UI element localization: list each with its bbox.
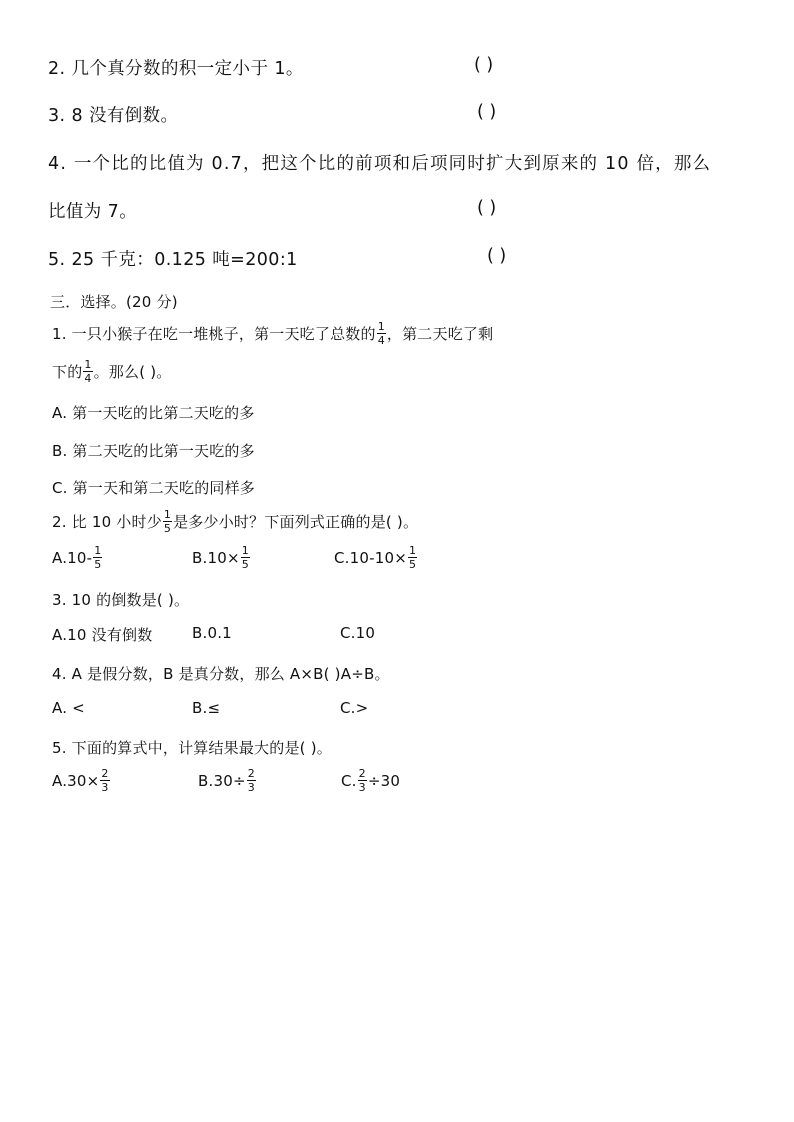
choice-q1-line1 bbox=[52, 322, 493, 347]
fraction-numerator: 1 bbox=[94, 544, 102, 557]
judge-q3-answer-paren: ( ) bbox=[477, 102, 497, 122]
judge-q3-text: 3. 8 没有倒数。 bbox=[48, 106, 179, 126]
fraction-numerator: 1 bbox=[84, 358, 92, 371]
judge-q2-answer-paren: ( ) bbox=[474, 55, 494, 75]
choice-q2-option-c bbox=[334, 546, 418, 571]
choice-q1-option-c: C. 第一天和第二天吃的同样多 bbox=[52, 479, 256, 497]
fraction-denominator: 5 bbox=[409, 558, 417, 571]
option-a-text: A.10- bbox=[52, 549, 93, 567]
judge-q4-answer-paren: ( ) bbox=[477, 198, 497, 218]
choice-q3-option-b: B.0.1 bbox=[192, 624, 232, 642]
choice-q5-option-a bbox=[52, 769, 111, 794]
choice-q2-option-a bbox=[52, 546, 103, 571]
choice-q1-line2-pre: 下的 bbox=[52, 363, 83, 381]
option-b-text: B.10× bbox=[192, 549, 240, 567]
choice-q1-mid: ，第二天吃了剩 bbox=[386, 325, 494, 343]
choice-q1-line2-post: 。那么( )。 bbox=[93, 363, 172, 381]
fraction-denominator: 5 bbox=[94, 558, 102, 571]
fraction-numerator: 1 bbox=[409, 544, 417, 557]
choice-q4-option-c: C.> bbox=[340, 699, 369, 717]
choice-q2-question bbox=[52, 510, 418, 535]
option-c-fraction bbox=[408, 545, 417, 570]
option-c-fraction bbox=[358, 768, 367, 793]
choice-q1-fraction-2 bbox=[83, 359, 92, 384]
fraction-numerator: 1 bbox=[377, 320, 385, 333]
choice-q1-fraction bbox=[377, 321, 386, 346]
choice-q3-question: 3. 10 的倒数是( )。 bbox=[52, 591, 190, 609]
choice-q2-fraction bbox=[163, 509, 172, 534]
option-a-fraction bbox=[93, 545, 102, 570]
choice-q4-option-b: B.≤ bbox=[192, 699, 221, 717]
judge-q4-line1: 4. 一个比的比值为 0.7，把这个比的前项和后项同时扩大到原来的 10 倍，那么 bbox=[48, 154, 712, 174]
fraction-denominator: 5 bbox=[163, 522, 172, 535]
fraction-numerator: 2 bbox=[358, 767, 366, 780]
judge-q5-answer-paren: ( ) bbox=[487, 246, 507, 266]
choice-q5-option-c bbox=[341, 769, 400, 794]
judge-q5-text: 5. 25 千克：0.125 吨=200:1 bbox=[48, 250, 298, 270]
fraction-denominator: 3 bbox=[101, 781, 109, 794]
choice-q1-pre: 1. 一只小猴子在吃一堆桃子，第一天吃了总数的 bbox=[52, 325, 376, 343]
fraction-denominator: 4 bbox=[84, 372, 92, 385]
choice-q4-question: 4. A 是假分数，B 是真分数，那么 A×B( )A÷B。 bbox=[52, 665, 390, 683]
fraction-denominator: 3 bbox=[247, 781, 255, 794]
choice-q5-question: 5. 下面的算式中，计算结果最大的是( )。 bbox=[52, 739, 332, 757]
choice-q2-pre: 2. 比 10 小时少 bbox=[52, 513, 162, 531]
fraction-numerator: 1 bbox=[241, 544, 249, 557]
option-b-fraction bbox=[241, 545, 250, 570]
option-b-text: B.30÷ bbox=[198, 772, 246, 790]
fraction-denominator: 5 bbox=[241, 558, 249, 571]
choice-q1-option-b: B. 第二天吃的比第一天吃的多 bbox=[52, 442, 255, 460]
option-a-text: A.30× bbox=[52, 772, 100, 790]
choice-q2-option-b bbox=[192, 546, 251, 571]
choice-q4-option-a: A. < bbox=[52, 699, 85, 717]
choice-q1-option-a: A. 第一天吃的比第二天吃的多 bbox=[52, 404, 255, 422]
choice-q1-line2 bbox=[52, 360, 171, 385]
choice-q5-option-b bbox=[198, 769, 257, 794]
option-a-fraction bbox=[100, 768, 109, 793]
option-c-post: ÷30 bbox=[367, 772, 401, 790]
section3-title: 三．选择。(20 分) bbox=[50, 293, 178, 311]
choice-q2-post: 是多少小时？下面列式正确的是( )。 bbox=[173, 513, 419, 531]
fraction-denominator: 3 bbox=[358, 781, 366, 794]
fraction-numerator: 1 bbox=[163, 508, 172, 521]
fraction-numerator: 2 bbox=[101, 767, 109, 780]
choice-q3-option-c: C.10 bbox=[340, 624, 376, 642]
fraction-denominator: 4 bbox=[377, 334, 385, 347]
fraction-numerator: 2 bbox=[247, 767, 255, 780]
choice-q3-option-a: A.10 没有倒数 bbox=[52, 626, 153, 644]
option-c-text: C. bbox=[341, 772, 357, 790]
judge-q4-line2: 比值为 7。 bbox=[48, 202, 138, 222]
option-b-fraction bbox=[247, 768, 256, 793]
judge-q2-text: 2. 几个真分数的积一定小于 1。 bbox=[48, 59, 304, 79]
option-c-text: C.10-10× bbox=[334, 549, 407, 567]
